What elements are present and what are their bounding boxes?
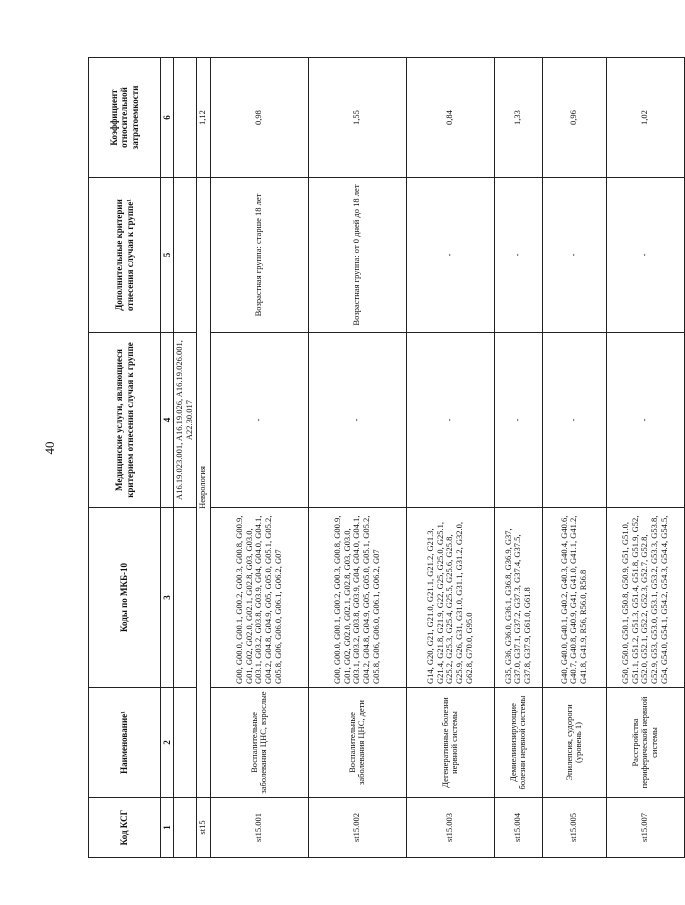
coef-cell: 0,84 [406, 58, 494, 178]
coef-cell: 0,98 [210, 58, 308, 178]
table-row [308, 58, 406, 858]
header-icd: Коды по МКБ-10 [89, 508, 161, 688]
column-number: 1 [161, 798, 174, 858]
profile-coef: 1,12 [196, 58, 210, 178]
icd-codes: G00, G00.0, G00.1, G00.2, G00.3, G00.8, G00.9, G01, G02, G02.0, G02.1, G02.8, G03, G03.0, G03.1, G03.2, G03.8, G03.9, G04, G04.0, G04.1, G04.2, G04.8, G04.9, G05, G05.0, G05.1, G05.2, G05.8, G06, G06.0, G06.1, G06.2, G07 [308, 508, 406, 688]
header-name: Наименование¹ [89, 688, 161, 798]
table-row [542, 58, 606, 858]
table-row [406, 58, 494, 858]
ksg-table [88, 57, 685, 858]
criteria-cell: - [542, 178, 606, 333]
ksg-name: Расстройства периферической нервной системы [606, 688, 684, 798]
header-criteria: Дополнительные критерии отнесения случая к группе¹ [89, 178, 161, 333]
services-cell: - [542, 333, 606, 508]
services-cell: - [406, 333, 494, 508]
services-cell: - [494, 333, 542, 508]
coef-cell: 1,02 [606, 58, 684, 178]
ksg-code: st15.007 [606, 798, 684, 858]
profile-name: Неврология [196, 178, 210, 798]
page-number: 40 [42, 441, 57, 455]
services-cell: - [606, 333, 684, 508]
icd-codes: G50, G50.0, G50.1, G50.8, G50.9, G51, G51.0, G51.1, G51.2, G51.3, G51.4, G51.8, G51.9, G52, G52.0, G52.1, G52.2, G52.3, G52.7, G52.8, G52.9, G53, G53.0, G53.1, G53.2, G53.3, G53.8, G54, G54.0, G54.1, G54.2, G54.3, G54.4, G54.5, [606, 508, 684, 688]
column-number: 2 [161, 688, 174, 798]
table-row [606, 58, 684, 858]
services-cell: - [210, 333, 308, 508]
criteria-cell: - [494, 178, 542, 333]
ksg-code: st15.003 [406, 798, 494, 858]
profile-code: st15 [196, 798, 210, 858]
ksg-code: st15.005 [542, 798, 606, 858]
coef-cell: 1,55 [308, 58, 406, 178]
table-row [210, 58, 308, 858]
ksg-name: Воспалительные заболевания ЦНС, дети [308, 688, 406, 798]
header-row [89, 58, 161, 858]
icd-codes: G14, G20, G21, G21.0, G21.1, G21.2, G21.3, G21.4, G21.8, G21.9, G22, G25, G25.0, G25.1, G25.2, G25.3, G25.4, G25.5, G25.6, G25.8, G25.9, G26, G31, G31.0, G31.1, G31.2, G32.0, G62.8, G70.0, G95.0 [406, 508, 494, 688]
ksg-name: Воспалительные заболевания ЦНС, взрослые [210, 688, 308, 798]
column-number: 5 [161, 178, 174, 333]
icd-codes: G35, G36, G36.0, G36.1, G36.8, G36.9, G37, G37.0, G37.1, G37.2, G37.3, G37.4, G37.5, G37.8, G37.9, G61.0, G61.8 [494, 508, 542, 688]
column-number-row [161, 58, 174, 858]
icd-codes: G40, G40.0, G40.1, G40.2, G40.3, G40.4, G40.6, G40.7, G40.8, G40.9, G41, G41.0, G41.1, G41.2, G41.8, G41.9, R56, R56.0, R56.8 [542, 508, 606, 688]
criteria-cell: - [406, 178, 494, 333]
services-top-row [174, 58, 197, 858]
icd-codes: G00, G00.0, G00.1, G00.2, G00.3, G00.8, G00.9, G01, G02, G02.0, G02.1, G02.8, G03, G03.0, G03.1, G03.2, G03.8, G03.9, G04, G04.0, G04.1, G04.2, G04.8, G04.9, G05, G05.0, G05.1, G05.2, G05.8, G06, G06.0, G06.1, G06.2, G07 [210, 508, 308, 688]
header-coef: Коэффициент относительной затратоемкости [89, 58, 161, 178]
services-cell: - [308, 333, 406, 508]
rotated-table-wrapper [88, 58, 670, 858]
criteria-cell: Возрастная группа: старше 18 лет [210, 178, 308, 333]
profile-row [196, 58, 210, 858]
coef-cell: 1,33 [494, 58, 542, 178]
ksg-code: st15.002 [308, 798, 406, 858]
criteria-cell: Возрастная группа: от 0 дней до 18 лет [308, 178, 406, 333]
column-number: 3 [161, 508, 174, 688]
services-cell: A16.19.023.001, A16.19.026, A16.19.026.001, A22.30.017 [174, 333, 197, 508]
coef-cell: 0,96 [542, 58, 606, 178]
ksg-code: st15.001 [210, 798, 308, 858]
ksg-name: Демиелинизирующие болезни нервной системы [494, 688, 542, 798]
ksg-name: Эпилепсия, судороги (уровень 1) [542, 688, 606, 798]
table-row [494, 58, 542, 858]
ksg-code: st15.004 [494, 798, 542, 858]
header-services: Медицинские услуги, являющиеся критерием отнесения случая к группе [89, 333, 161, 508]
ksg-name: Дегенеративные болезни нервной системы [406, 688, 494, 798]
criteria-cell: - [606, 178, 684, 333]
header-code: Код КСГ [89, 798, 161, 858]
column-number: 6 [161, 58, 174, 178]
column-number: 4 [161, 333, 174, 508]
